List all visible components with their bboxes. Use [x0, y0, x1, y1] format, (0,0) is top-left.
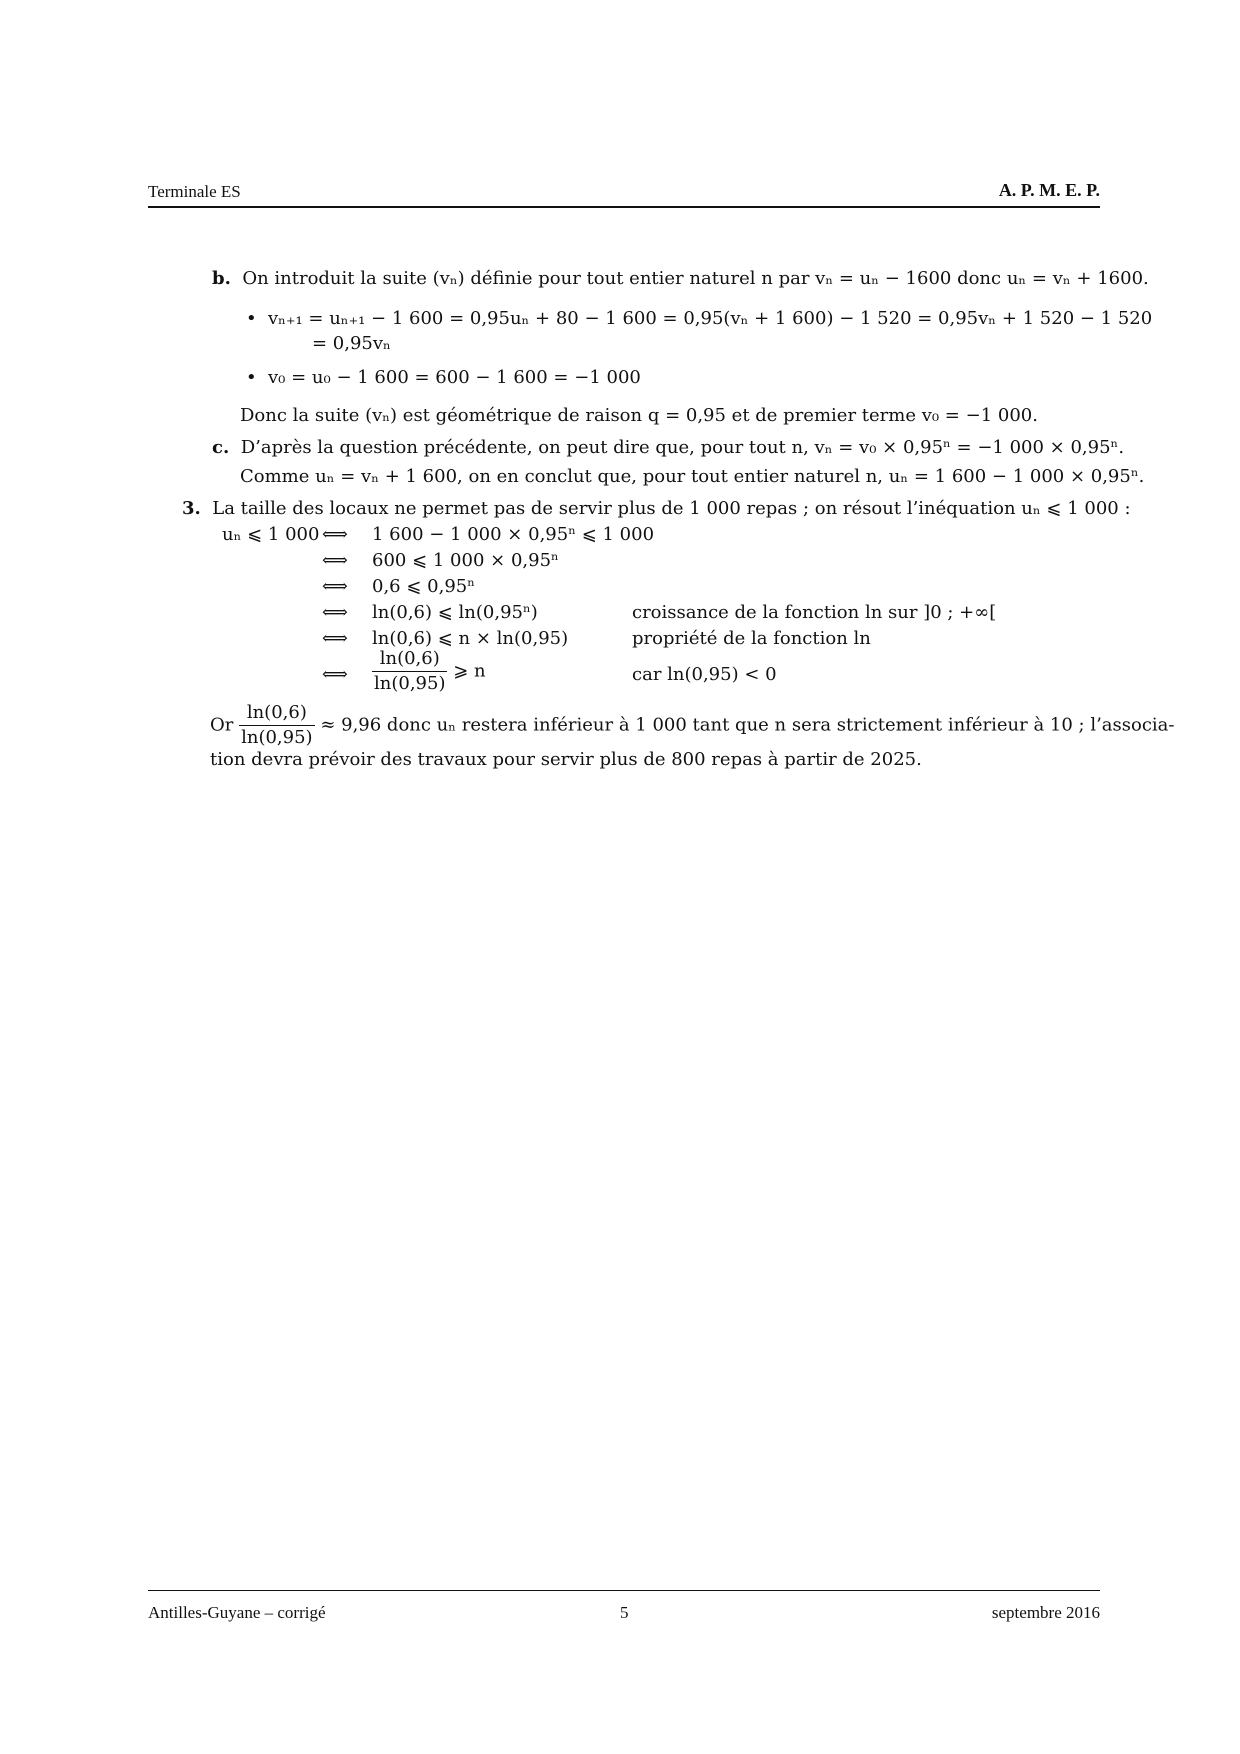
- part-b-intro: [212, 266, 1149, 292]
- header-right: A. P. M. E. P.: [998, 180, 1100, 200]
- q3-step-4-note: croissance de la fonction ln sur ]0 ; +∞[: [632, 602, 997, 623]
- header-left: Terminale ES: [148, 182, 241, 201]
- part-b-bullet-2: [246, 365, 641, 391]
- iff-symbol: ⟺: [322, 576, 348, 597]
- part-c-line-1: [212, 435, 1124, 461]
- q3-final-line: tion devra prévoir des travaux pour servir plus de 800 repas à partir de 2025.: [210, 749, 922, 770]
- page-number: 5: [620, 1603, 629, 1622]
- q3-or-line: [210, 702, 1175, 749]
- q3-step-1: 1 600 − 1 000 × 0,95ⁿ ⩽ 1 000: [372, 524, 655, 545]
- iff-symbol: ⟺: [322, 550, 348, 571]
- iff-symbol: ⟺: [322, 524, 348, 545]
- part-b-conclusion: Donc la suite (vₙ) est géométrique de raison q = 0,95 et de premier terme v₀ = −1 000.: [240, 405, 1038, 426]
- q3-step-6-note: car ln(0,95) < 0: [632, 664, 777, 685]
- bullet-1-line-1: vₙ₊₁ = uₙ₊₁ − 1 600 = 0,95uₙ + 80 − 1 600 = 0,95(vₙ + 1 600) − 1 520 = 0,95vₙ + 1 520 − 1 520: [268, 308, 1153, 329]
- page-header: [148, 180, 1100, 208]
- q3-step-3: 0,6 ⩽ 0,95ⁿ: [372, 576, 476, 597]
- page-footer: [148, 1590, 1100, 1621]
- part-b-intro-text: On introduit la suite (vₙ) définie pour tout entier naturel n par vₙ = uₙ − 1600 donc uₙ = vₙ + 1600.: [242, 268, 1149, 289]
- iff-symbol: ⟺: [322, 602, 348, 623]
- q3-label: 3.: [182, 498, 201, 519]
- q3-step-4: ln(0,6) ⩽ ln(0,95ⁿ): [372, 602, 538, 623]
- bullet-2-text: v₀ = u₀ − 1 600 = 600 − 1 600 = −1 000: [268, 367, 641, 388]
- q3-step-5-note: propriété de la fonction ln: [632, 628, 871, 649]
- q3-intro: [182, 496, 1131, 522]
- part-b-bullet-1: [246, 306, 1152, 332]
- fraction-numerator: ln(0,6): [239, 702, 314, 726]
- fraction: [239, 702, 314, 749]
- part-c-line-1-text: D’après la question précédente, on peut dire que, pour tout n, vₙ = v₀ × 0,95ⁿ = −1 000 × 0,95ⁿ.: [240, 437, 1125, 458]
- q3-intro-text: La taille des locaux ne permet pas de servir plus de 1 000 repas ; on résout l’inéquation uₙ ⩽ 1 000 :: [212, 498, 1131, 519]
- bullet-icon: •: [246, 308, 257, 329]
- q3-step-6-relation: ⩾ n: [453, 660, 486, 682]
- q3-step-5: ln(0,6) ⩽ n × ln(0,95): [372, 628, 569, 649]
- q3-step-6: [372, 648, 486, 695]
- fraction-denominator: ln(0,95): [374, 673, 446, 694]
- part-c-label: c.: [212, 437, 230, 458]
- bullet-1-line-2: = 0,95vₙ: [312, 333, 391, 354]
- part-b-label: b.: [212, 268, 231, 289]
- fraction: [372, 648, 447, 695]
- bullet-icon: •: [246, 367, 257, 388]
- or-word: Or: [210, 714, 234, 736]
- q3-lhs: uₙ ⩽ 1 000: [222, 524, 320, 545]
- q3-step-2: 600 ⩽ 1 000 × 0,95ⁿ: [372, 550, 559, 571]
- fraction-denominator: ln(0,95): [241, 727, 313, 748]
- or-rest: ≈ 9,96 donc uₙ restera inférieur à 1 000 tant que n sera strictement inférieur à 10 ; l’associa-: [320, 714, 1175, 736]
- footer-left: Antilles-Guyane – corrigé: [148, 1603, 326, 1622]
- part-c-line-2: Comme uₙ = vₙ + 1 600, on en conclut que, pour tout entier naturel n, uₙ = 1 600 − 1 000 × 0,95ⁿ.: [240, 466, 1145, 487]
- footer-right: septembre 2016: [991, 1603, 1100, 1622]
- iff-symbol: ⟺: [322, 628, 348, 649]
- iff-symbol: ⟺: [322, 664, 348, 685]
- fraction-numerator: ln(0,6): [372, 648, 447, 672]
